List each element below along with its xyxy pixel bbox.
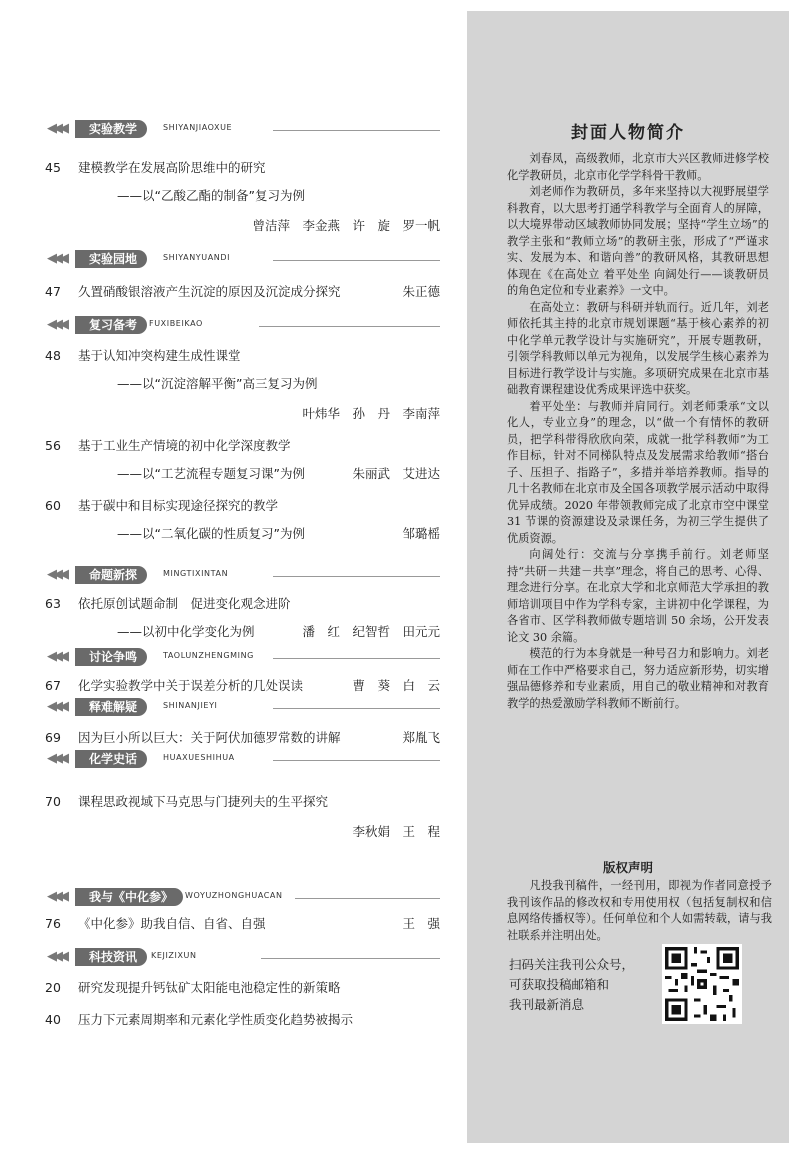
section-header [45, 886, 440, 908]
entry-title: 课程思政视域下马克思与门捷列夫的生平探究 [78, 794, 329, 809]
bio-paragraph: 刘老师作为教研员，多年来坚持以大视野展望学科教育，以大思考打通学科教学与全面育人的屏障，以大境界带动区域教师协同发展；坚持“学生立场”的教学主张和“教师立场”的教研主张，形成了“严谨求实、发展为本、和谐向善”的教研风格，其教研思想体现在《在高处立 着平处坐 向阔处行——谈教研员的角色定位和专业素养》一文中。 [507, 185, 769, 297]
cover-person-bio [507, 151, 769, 712]
section-divider [273, 658, 440, 659]
entry-page-number: 76 [45, 916, 61, 931]
scan-note-line: 我刊最新消息 [509, 997, 585, 1012]
entry-page-number: 56 [45, 438, 61, 453]
entry-subtitle: ——以初中化学变化为例 [117, 624, 255, 639]
section-pinyin: MINGTIXINTAN [163, 569, 229, 578]
section-divider [273, 760, 440, 761]
entry-authors: 朱丽武 艾进达 [352, 466, 440, 481]
triple-arrow-icon: ◀◀◀ [47, 317, 65, 332]
section-pinyin: SHINANJIEYI [163, 701, 218, 710]
section-header [45, 946, 440, 968]
entry-subtitle: ——以“二氧化碳的性质复习”为例 [117, 526, 305, 541]
triple-arrow-icon: ◀◀◀ [47, 751, 65, 766]
entry-subtitle: ——以“工艺流程专题复习课”为例 [117, 466, 305, 481]
entry-page-number: 48 [45, 348, 61, 363]
section-pinyin: SHIYANJIAOXUE [163, 123, 233, 132]
entry-page-number: 60 [45, 498, 61, 513]
scan-note-line: 扫码关注我刊公众号， [509, 957, 635, 972]
copyright-title: 版权声明 [602, 860, 653, 875]
section-pinyin: KEJIZIXUN [151, 951, 197, 960]
entry-title: 因为巨小所以巨大：关于阿伏加德罗常数的讲解 [78, 730, 341, 745]
entry-authors: 郑胤飞 [402, 730, 440, 745]
triple-arrow-icon: ◀◀◀ [47, 567, 65, 582]
entry-page-number: 20 [45, 980, 61, 995]
entry-authors: 曹 葵 白 云 [352, 678, 440, 693]
section-label: 科技资讯 [75, 948, 147, 966]
triple-arrow-icon: ◀◀◀ [47, 699, 65, 714]
entry-page-number: 40 [45, 1012, 61, 1027]
section-label: 化学史话 [75, 750, 147, 768]
section-divider [273, 260, 440, 261]
section-label: 实验园地 [75, 250, 147, 268]
bio-paragraph: 向阔处行：交流与分享携手前行。刘老师坚持“共研－共建－共享”理念，将自己的思考、心得、理念进行分享。在北京大学和北京师范大学承担的教师培训项目中作为学科专家，主讲初中化学课程，为各省市、区学科教师做专题培训 50 余场，公开发表论文 30 余篇。 [507, 548, 769, 644]
entry-authors: 潘 红 纪智哲 田元元 [302, 624, 440, 639]
scan-note [509, 955, 669, 1015]
entry-page-number: 70 [45, 794, 61, 809]
section-divider [261, 958, 440, 959]
section-label: 释难解疑 [75, 698, 147, 716]
entry-page-number: 69 [45, 730, 61, 745]
section-header [45, 248, 440, 270]
entry-authors: 朱正德 [402, 284, 440, 299]
qr-code-icon[interactable] [662, 944, 742, 1024]
entry-title: 依托原创试题命制 促进变化观念进阶 [78, 596, 291, 611]
entry-title: 研究发现提升钙钛矿太阳能电池稳定性的新策略 [78, 980, 341, 995]
section-divider [273, 708, 440, 709]
entry-title: 化学实验教学中关于误差分析的几处误读 [78, 678, 304, 693]
section-header [45, 646, 440, 668]
entry-title: 建模教学在发展高阶思维中的研究 [78, 160, 266, 175]
entry-authors: 邹璐榣 [402, 526, 440, 541]
section-label: 实验教学 [75, 120, 147, 138]
entry-authors: 曾洁萍 李金燕 许 旋 罗一帆 [252, 218, 440, 233]
bio-paragraph: 刘春凤，高级教师，北京市大兴区教师进修学校化学教研员，北京市化学学科骨干教师。 [507, 152, 769, 182]
entry-authors: 李秋娟 王 程 [352, 824, 440, 839]
section-label: 我与《中化参》 [75, 888, 183, 906]
entry-title: 基于认知冲突构建生成性课堂 [78, 348, 241, 363]
cover-person-title: 封面人物简介 [571, 123, 685, 143]
entry-page-number: 47 [45, 284, 61, 299]
section-pinyin: FUXIBEIKAO [149, 319, 203, 328]
section-divider [295, 898, 440, 899]
entry-page-number: 63 [45, 596, 61, 611]
triple-arrow-icon: ◀◀◀ [47, 121, 65, 136]
entry-authors: 王 强 [402, 916, 440, 931]
section-pinyin: HUAXUESHIHUA [163, 753, 235, 762]
section-header [45, 696, 440, 718]
section-pinyin: WOYUZHONGHUACAN [185, 891, 283, 900]
entry-title: 压力下元素周期率和元素化学性质变化趋势被揭示 [78, 1012, 354, 1027]
entry-page-number: 45 [45, 160, 61, 175]
triple-arrow-icon: ◀◀◀ [47, 649, 65, 664]
entry-title: 基于工业生产情境的初中化学深度教学 [78, 438, 291, 453]
cover-person-panel [467, 11, 789, 1143]
section-header [45, 564, 440, 586]
triple-arrow-icon: ◀◀◀ [47, 949, 65, 964]
section-pinyin: SHIYANYUANDI [163, 253, 231, 262]
triple-arrow-icon: ◀◀◀ [47, 251, 65, 266]
section-divider [259, 326, 440, 327]
bio-paragraph: 在高处立：教研与科研并轨而行。近几年，刘老师依托其主持的北京市规划课题“基于核心素养的初中化学单元教学设计与实施研究”，开展专题教研，引领学科教师以单元为视角，以发展学生核心素养为目标进行教学设计与实施。多项研究成果在北京市基础教育课程建设优秀成果评选中获奖。 [507, 300, 769, 396]
section-label: 命题新探 [75, 566, 147, 584]
section-label: 讨论争鸣 [75, 648, 147, 666]
entry-subtitle: ——以“沉淀溶解平衡”高三复习为例 [117, 376, 318, 391]
section-divider [273, 576, 440, 577]
section-header [45, 118, 440, 140]
entry-title: 《中化参》助我自信、自省、自强 [78, 916, 266, 931]
section-header [45, 748, 440, 770]
entry-subtitle: ——以“乙酸乙酯的制备”复习为例 [117, 188, 305, 203]
entry-page-number: 67 [45, 678, 61, 693]
bio-paragraph: 着平处坐：与教师并肩同行。刘老师秉承“文以化人，专业立身”的理念，以“做一个有情怀的教研员，把学科带得欣欣向荣，成就一批学科教师”为工作目标，针对不同梯队特点及发展需求给教师“搭台子、压担子、指路子”，多措并举培养教师。指导的几十名教师在北京市及全国各项教学展示活动中取得优异成绩。2020 年带领教师完成了北京市空中课堂 31 节课的资源建设及录课任务，为初三学生提供了优质资源。 [507, 399, 769, 545]
copyright-text: 凡投我刊稿件，一经刊用，即视为作者同意授予我刊该作品的修改权和专用使用权（包括复制权和信息网络传播权等）。任何单位和个人如需转载，请与我社联系并注明出处。 [507, 879, 772, 942]
entry-authors: 叶炜华 孙 丹 李南萍 [302, 406, 440, 421]
entry-title: 基于碳中和目标实现途径探究的教学 [78, 498, 279, 513]
scan-note-line: 可获取投稿邮箱和 [509, 977, 610, 992]
section-header [45, 314, 440, 336]
entry-title: 久置硝酸银溶液产生沉淀的原因及沉淀成分探究 [78, 284, 341, 299]
section-divider [273, 130, 440, 131]
triple-arrow-icon: ◀◀◀ [47, 889, 65, 904]
section-pinyin: TAOLUNZHENGMING [163, 651, 254, 660]
bio-paragraph: 模范的行为本身就是一种号召力和影响力。刘老师在工作中严格要求自己，努力适应新形势，切实增强品德修养和专业素质，用自己的敬业精神和对教育教学的热爱激励学科教师不断前行。 [507, 647, 769, 710]
section-label: 复习备考 [75, 316, 147, 334]
